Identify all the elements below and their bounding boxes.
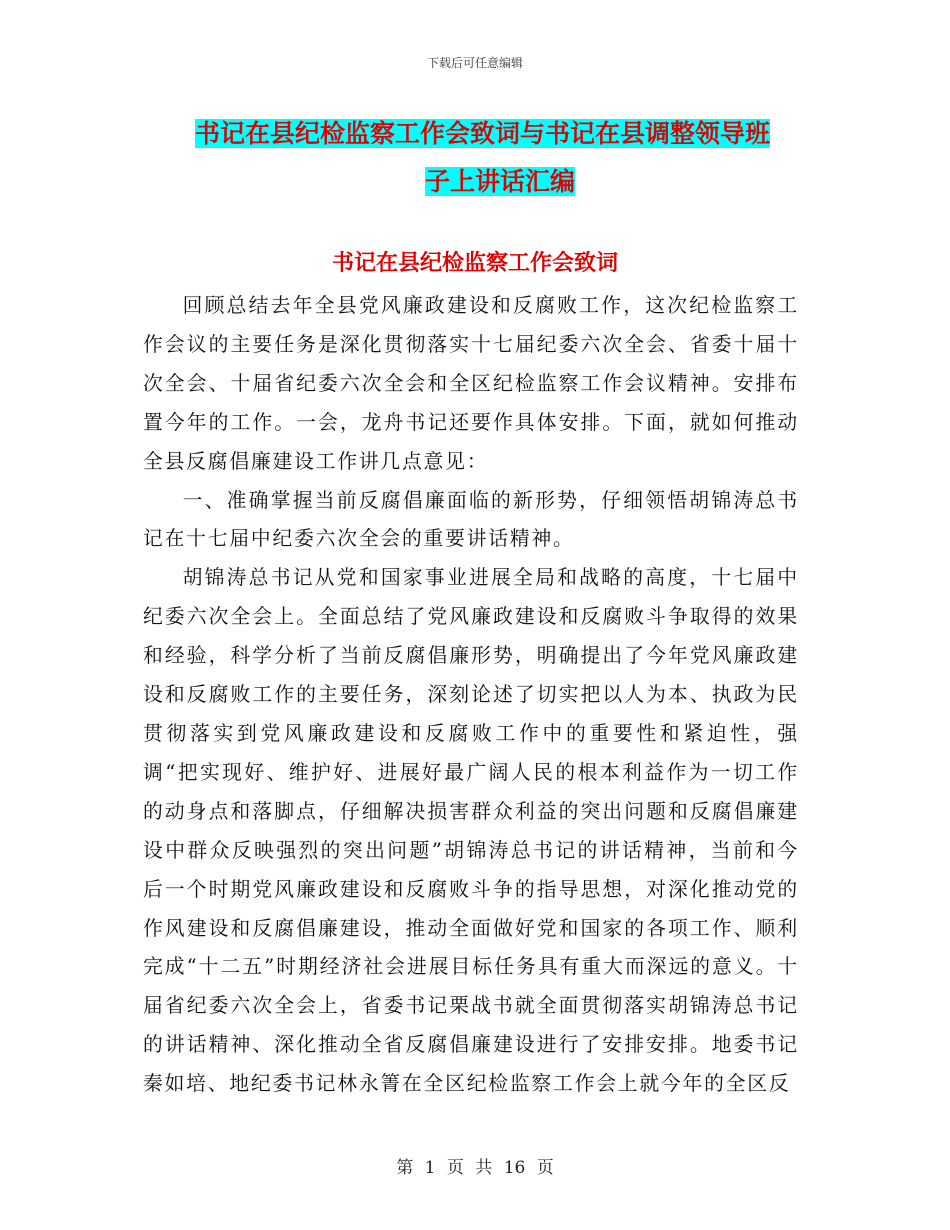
paragraph: 一、准确掌握当前反腐倡廉面临的新形势，仔细领悟胡锦涛总书记在十七届中纪委六次全会的重要讲话精神。 [143, 488, 799, 551]
section-title: 书记在县纪检监察工作会致词 [331, 251, 618, 276]
document-title-line-2: 子上讲话汇编 [424, 167, 575, 196]
paragraph: 回顾总结去年全县党风廉政建设和反腐败工作，这次纪检监察工作会议的主要任务是深化贯彻落实十七届纪委六次全会、省委十届十次全会、十届省纪委六次全会和全区纪检监察工作会议精神。安排布置今年的工作。一会，龙舟书记还要作具体安排。下面，就如何推动全县反腐倡廉建设工作讲几点意见： [143, 294, 799, 473]
page-footer: 第 1 页 共 16 页 [396, 1158, 554, 1178]
document-title [195, 110, 805, 206]
header-note: 下载后可任意编辑 [426, 56, 523, 70]
body-text [143, 287, 799, 1104]
document-title-line-1: 书记在县纪检监察工作会致词与书记在县调整领导班 [195, 119, 771, 148]
paragraph: 胡锦涛总书记从党和国家事业进展全局和战略的高度，十七届中纪委六次全会上。全面总结了党风廉政建设和反腐败斗争取得的效果和经验，科学分析了当前反腐倡廉形势，明确提出了今年党风廉政建设和反腐败工作的主要任务，深刻论述了切实把以人为本、执政为民贯彻落实到党风廉政建设和反腐败工作中的重要性和紧迫性，强调“把实现好、维护好、进展好最广阔人民的根本利益作为一切工作的动身点和落脚点，仔细解决损害群众利益的突出问题和反腐倡廉建设中群众反映强烈的突出问题”胡锦涛总书记的讲话精神，当前和今后一个时期党风廉政建设和反腐败斗争的指导思想，对深化推动党的作风建设和反腐倡廉建设，推动全面做好党和国家的各项工作、顺利完成“十二五”时期经济社会进展目标任务具有重大而深远的意义。十届省纪委六次全会上，省委书记栗战书就全面贯彻落实胡锦涛总书记的讲话精神、深化推动全省反腐倡廉建设进行了安排安排。地委书记秦如培、地纪委书记林永箐在全区纪检监察工作会上就今年的全区反 [143, 566, 799, 1096]
